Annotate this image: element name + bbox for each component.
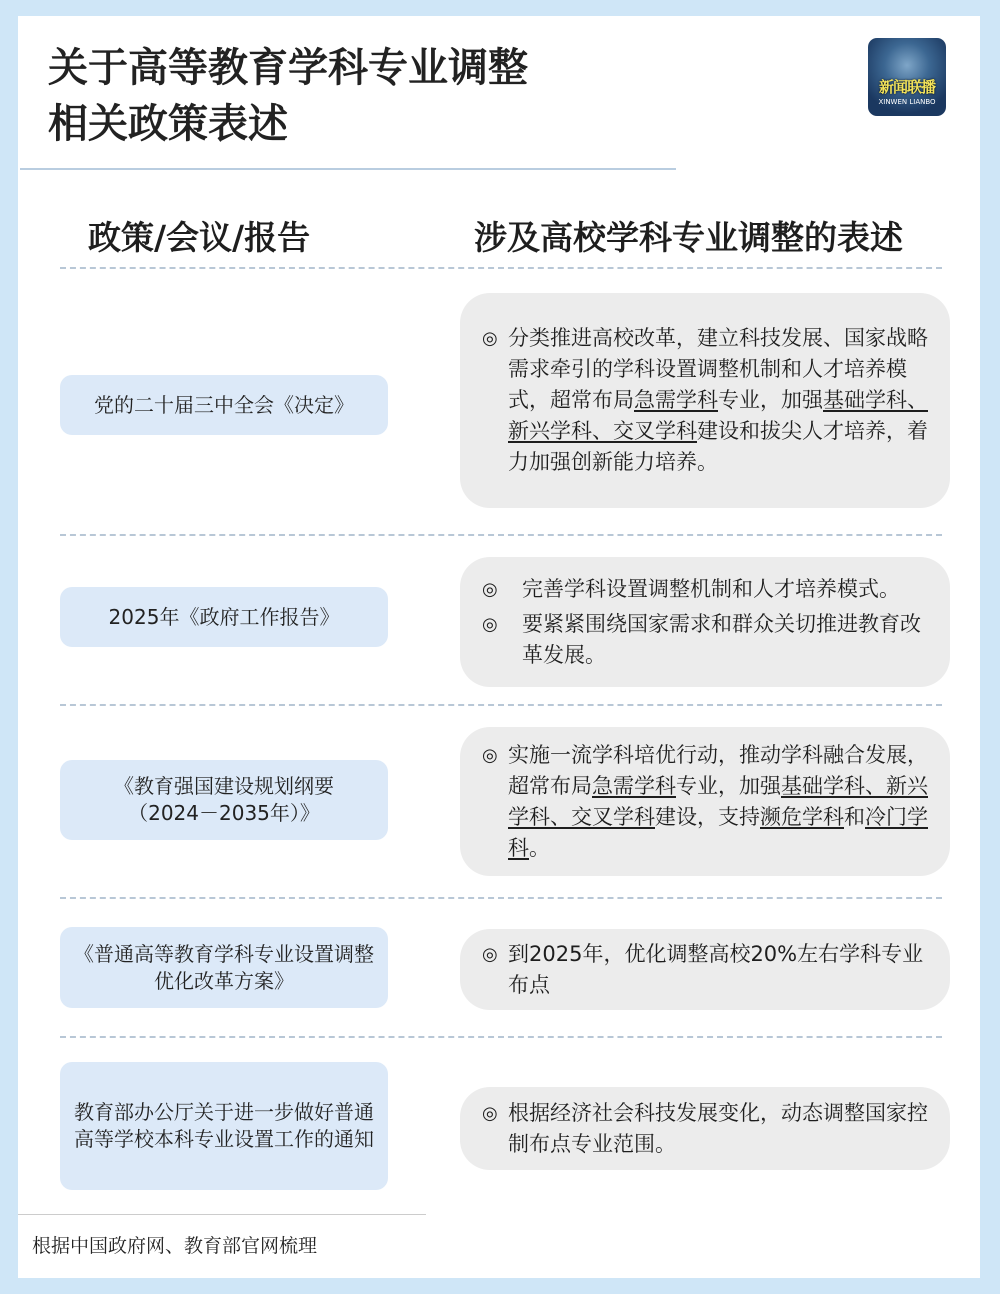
logo-en: XINWEN LIANBO [878,98,936,106]
underlined-term: 急需学科 [634,388,718,412]
statement-item [482,939,932,1001]
text-segment: 建设，支持 [655,804,760,829]
text-segment: 完善学科设置调整机制和人才培养模式。 [522,576,900,601]
statement-box [460,929,950,1010]
underlined-term: 基础学科、新兴学科、交叉学科 [508,388,928,443]
statement-box [460,727,950,876]
row-divider [60,267,942,269]
statement-text [508,323,932,478]
text-segment: 到2025年，优化调整高校20%左右学科专业布点 [508,941,924,997]
text-segment: 实施一流学科培优行动，推动学科融合发展，超常布局 [508,742,928,798]
underlined-term: 濒危学科 [760,804,844,829]
statement-item [482,574,932,605]
statement-item [482,1098,932,1160]
column-header-statement: 涉及高校学科专业调整的表述 [474,218,903,257]
statement-text [522,574,900,605]
column-header-policy: 政策/会议/报告 [88,218,311,257]
statement-text [508,1098,932,1160]
bullet-icon: ◎ [482,943,498,965]
text-segment: 和 [844,804,865,829]
title-line-2: 相关政策表述 [48,100,288,147]
infographic [18,16,980,1278]
statement-box [460,1087,950,1170]
text-segment: 根据经济社会科技发展变化，动态调整国家控制布点专业范围。 [508,1100,928,1156]
text-segment: 。 [529,835,550,860]
policy-label: 教育部办公厅关于进一步做好普通高等学校本科专业设置工作的通知 [60,1062,388,1190]
statement-text [508,939,932,1001]
footer-divider [18,1214,426,1215]
statement-text [522,609,932,671]
row-divider [60,1036,942,1038]
policy-label: 2025年《政府工作报告》 [60,587,388,647]
row-divider [60,534,942,536]
policy-label: 党的二十届三中全会《决定》 [60,375,388,435]
text-segment: 分类推进高校改革，建立科技发展、国家战略需求牵引的学科设置调整机制和人才培养模式，超常布局 [508,326,928,412]
underlined-term: 冷门学科 [508,804,928,860]
title-divider [20,168,676,170]
title-line-1: 关于高等教育学科专业调整 [48,44,528,91]
bullet-icon: ◎ [482,578,498,600]
page-title [48,40,528,152]
logo-cn: 新闻联播 [878,78,935,96]
row-divider [60,704,942,706]
policy-label: 《普通高等教育学科专业设置调整优化改革方案》 [60,927,388,1008]
policy-label: 《教育强国建设规划纲要（2024－2035年）》 [60,760,388,840]
bullet-icon: ◎ [482,1102,498,1124]
row-divider [60,897,942,899]
underlined-term: 基础学科、新兴学科、交叉学科 [508,773,928,829]
bullet-icon: ◎ [482,328,498,349]
underlined-term: 急需学科 [592,773,676,798]
statement-box [460,557,950,687]
source-note: 根据中国政府网、教育部官网梳理 [32,1235,318,1257]
statement-item [482,323,932,478]
statement-item [482,740,932,864]
text-segment: 专业，加强 [718,388,823,412]
text-segment: 建设和拔尖人才培养，着力加强创新能力培养。 [508,419,928,474]
text-segment: 专业，加强 [676,773,781,798]
xinwen-lianbo-logo [868,38,946,116]
bullet-icon: ◎ [482,613,498,635]
bullet-icon: ◎ [482,744,498,766]
text-segment: 要紧紧围绕国家需求和群众关切推进教育改革发展。 [522,611,921,667]
statement-box [460,293,950,508]
statement-text [508,740,932,864]
statement-item [482,609,932,671]
